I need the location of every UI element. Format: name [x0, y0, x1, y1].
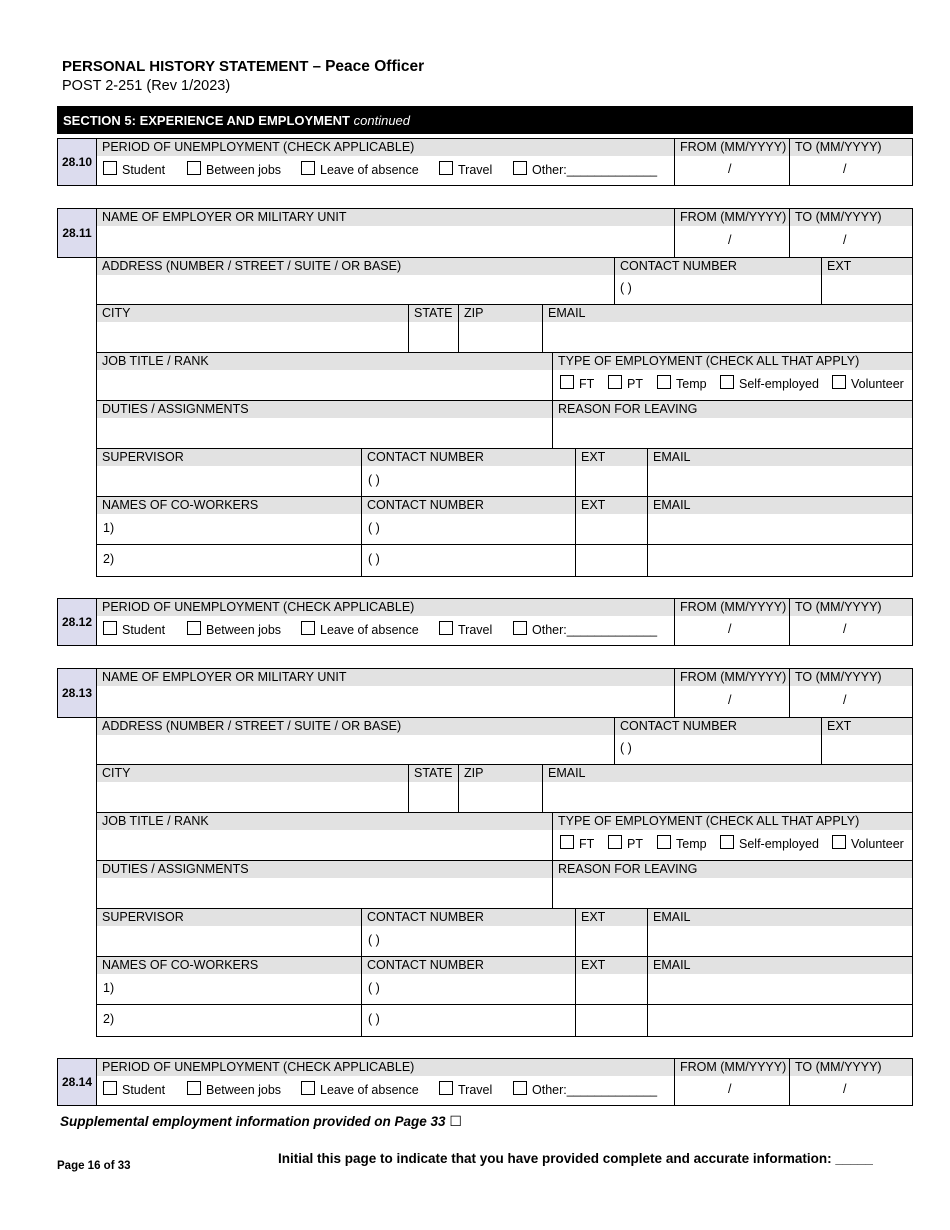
- employment-type-option[interactable]: [560, 375, 594, 391]
- coworker-row-number: 1): [103, 981, 115, 995]
- checkbox-icon[interactable]: [513, 1081, 527, 1095]
- unemployment-option-label: Student: [122, 163, 166, 177]
- job-title-cell-label: JOB TITLE / RANK: [97, 813, 552, 830]
- employment-type-option-label: Volunteer: [851, 837, 904, 851]
- supervisor-phone-cell[interactable]: [361, 448, 576, 497]
- from-date-cell-label: FROM (MM/YYYY): [675, 139, 789, 156]
- unemployment-option-label: Leave of absence: [320, 1083, 419, 1097]
- item-number: 28.10: [57, 138, 97, 186]
- state-cell[interactable]: [408, 304, 459, 353]
- unemployment-option[interactable]: [103, 1081, 165, 1097]
- supervisor-cell[interactable]: [96, 448, 362, 497]
- coworker-1-email-cell[interactable]: [647, 956, 913, 1005]
- supervisor-cell-label: SUPERVISOR: [97, 449, 361, 466]
- employment-type-option-label: Temp: [676, 377, 707, 391]
- employment-type-option[interactable]: [608, 835, 643, 851]
- from-date-cell[interactable]: [674, 138, 790, 186]
- supervisor-cell-label: SUPERVISOR: [97, 909, 361, 926]
- reason-leaving-cell-label: REASON FOR LEAVING: [553, 401, 912, 418]
- employment-type-option[interactable]: [832, 375, 904, 391]
- employment-type-option[interactable]: [560, 835, 594, 851]
- coworker-2-email-cell[interactable]: [647, 1004, 913, 1037]
- zip-cell[interactable]: [458, 764, 543, 813]
- checkbox-icon[interactable]: [187, 1081, 201, 1095]
- to-date-cell-label: TO (MM/YYYY): [790, 669, 912, 686]
- to-slash: /: [843, 233, 847, 247]
- item-number: 28.11: [57, 208, 97, 258]
- checkbox-icon[interactable]: [832, 835, 846, 849]
- coworker-1-email-cell-label: EMAIL: [648, 497, 912, 514]
- unemployment-option[interactable]: [301, 621, 419, 637]
- coworker-row-number: 2): [103, 552, 115, 566]
- employer-name-cell-label: NAME OF EMPLOYER OR MILITARY UNIT: [97, 209, 674, 226]
- form-number: POST 2-251 (Rev 1/2023): [62, 78, 231, 94]
- employment-type-option[interactable]: [832, 835, 904, 851]
- to-date-cell-label: TO (MM/YYYY): [790, 1059, 912, 1076]
- unemployment-option[interactable]: [187, 621, 281, 637]
- supervisor-email-cell[interactable]: [647, 448, 913, 497]
- employment-type-option-label: PT: [627, 837, 643, 851]
- unemployment-option[interactable]: [439, 621, 492, 637]
- unemployment-option-label: Leave of absence: [320, 163, 419, 177]
- employer-ext-cell[interactable]: [821, 257, 913, 305]
- job-title-cell[interactable]: [96, 352, 553, 401]
- unemployment-option[interactable]: [513, 1081, 657, 1097]
- employment-type-option[interactable]: [608, 375, 643, 391]
- checkbox-icon[interactable]: [103, 1081, 117, 1095]
- checkbox-icon[interactable]: [560, 835, 574, 849]
- to-date-cell[interactable]: [789, 208, 913, 258]
- duties-cell[interactable]: [96, 860, 553, 909]
- to-date-cell-label: TO (MM/YYYY): [790, 209, 912, 226]
- from-date-cell[interactable]: [674, 208, 790, 258]
- zip-cell-label: ZIP: [459, 765, 542, 782]
- unemployment-option-label: Between jobs: [206, 1083, 282, 1097]
- supervisor-email-cell-label: EMAIL: [648, 449, 912, 466]
- from-date-cell-label: FROM (MM/YYYY): [675, 1059, 789, 1076]
- checkbox-icon[interactable]: [103, 161, 117, 175]
- address-cell-label: ADDRESS (NUMBER / STREET / SUITE / OR BASE): [97, 718, 614, 735]
- unemployment-options-cell-label: PERIOD OF UNEMPLOYMENT (CHECK APPLICABLE): [97, 1059, 674, 1076]
- coworker-1-ext-cell[interactable]: [575, 956, 648, 1005]
- to-slash: /: [843, 693, 847, 707]
- checkbox-icon[interactable]: [832, 375, 846, 389]
- checkbox-icon[interactable]: [439, 1081, 453, 1095]
- supplemental-checkbox[interactable]: ☐: [449, 1113, 462, 1129]
- duties-cell-label: DUTIES / ASSIGNMENTS: [97, 861, 552, 878]
- unemployment-option[interactable]: [513, 621, 657, 637]
- coworker-1-ext-cell[interactable]: [575, 496, 648, 545]
- zip-cell[interactable]: [458, 304, 543, 353]
- page-number: Page 16 of 33: [57, 1160, 131, 1172]
- state-cell-label: STATE: [409, 305, 458, 322]
- item-number: 28.14: [57, 1058, 97, 1106]
- checkbox-icon[interactable]: [560, 375, 574, 389]
- coworker-1-cell-label: NAMES OF CO-WORKERS: [97, 497, 361, 514]
- employment-type-cell-label: TYPE OF EMPLOYMENT (CHECK ALL THAT APPLY): [553, 353, 912, 370]
- from-date-cell-label: FROM (MM/YYYY): [675, 599, 789, 616]
- supervisor-email-cell[interactable]: [647, 908, 913, 957]
- coworker-1-phone-cell[interactable]: [361, 496, 576, 545]
- employer-name-cell-label: NAME OF EMPLOYER OR MILITARY UNIT: [97, 669, 674, 686]
- to-date-cell[interactable]: [789, 668, 913, 718]
- from-date-cell[interactable]: [674, 598, 790, 646]
- employer-ext-cell-label: EXT: [822, 718, 912, 735]
- unemployment-option-label: Leave of absence: [320, 623, 419, 637]
- to-slash: /: [843, 162, 847, 176]
- duties-cell[interactable]: [96, 400, 553, 449]
- coworker-2-ext-cell[interactable]: [575, 544, 648, 577]
- duties-cell-label: DUTIES / ASSIGNMENTS: [97, 401, 552, 418]
- unemployment-option-label: Student: [122, 1083, 166, 1097]
- unemployment-option[interactable]: [187, 161, 281, 177]
- supervisor-ext-cell-label: EXT: [576, 909, 647, 926]
- checkbox-icon[interactable]: [720, 835, 734, 849]
- unemployment-options-cell-label: PERIOD OF UNEMPLOYMENT (CHECK APPLICABLE): [97, 139, 674, 156]
- initial-line[interactable]: Initial this page to indicate that you have provided complete and accurate information: _____: [278, 1151, 873, 1166]
- item-number: 28.12: [57, 598, 97, 646]
- employer-ext-cell[interactable]: [821, 717, 913, 765]
- reason-leaving-cell-label: REASON FOR LEAVING: [553, 861, 912, 878]
- state-cell-label: STATE: [409, 765, 458, 782]
- employment-type-option-label: FT: [579, 837, 595, 851]
- employment-type-option-label: Temp: [676, 837, 707, 851]
- from-date-cell-label: FROM (MM/YYYY): [675, 209, 789, 226]
- phone-parens: ( ): [620, 281, 632, 295]
- to-date-cell[interactable]: [789, 1058, 913, 1106]
- coworker-2-cell[interactable]: [96, 1004, 362, 1037]
- city-cell-label: CITY: [97, 765, 408, 782]
- checkbox-icon[interactable]: [439, 621, 453, 635]
- job-title-cell-label: JOB TITLE / RANK: [97, 353, 552, 370]
- section-header: SECTION 5: EXPERIENCE AND EMPLOYMENT continued: [57, 106, 913, 134]
- checkbox-icon[interactable]: [439, 161, 453, 175]
- from-date-cell[interactable]: [674, 1058, 790, 1106]
- employment-type-option[interactable]: [657, 835, 707, 851]
- coworker-1-email-cell-label: EMAIL: [648, 957, 912, 974]
- coworker-1-phone-cell-label: CONTACT NUMBER: [362, 497, 575, 514]
- job-title-cell[interactable]: [96, 812, 553, 861]
- zip-cell-label: ZIP: [459, 305, 542, 322]
- address-cell[interactable]: [96, 257, 615, 305]
- unemployment-option[interactable]: [103, 621, 165, 637]
- to-slash: /: [843, 1082, 847, 1096]
- coworker-1-phone-cell[interactable]: [361, 956, 576, 1005]
- unemployment-option[interactable]: [439, 161, 492, 177]
- to-date-cell-label: TO (MM/YYYY): [790, 599, 912, 616]
- unemployment-option-label: Other:_____________: [532, 163, 658, 177]
- supervisor-email-cell-label: EMAIL: [648, 909, 912, 926]
- unemployment-option[interactable]: [301, 1081, 419, 1097]
- employment-type-cell-label: TYPE OF EMPLOYMENT (CHECK ALL THAT APPLY): [553, 813, 912, 830]
- supervisor-ext-cell[interactable]: [575, 448, 648, 497]
- supervisor-ext-cell[interactable]: [575, 908, 648, 957]
- unemployment-options-cell-label: PERIOD OF UNEMPLOYMENT (CHECK APPLICABLE): [97, 599, 674, 616]
- city-cell[interactable]: [96, 764, 409, 813]
- address-cell-label: ADDRESS (NUMBER / STREET / SUITE / OR BASE): [97, 258, 614, 275]
- checkbox-icon[interactable]: [657, 375, 671, 389]
- employment-type-option-label: Self-employed: [739, 377, 819, 391]
- employer-email-cell[interactable]: [542, 764, 913, 813]
- to-date-cell[interactable]: [789, 598, 913, 646]
- state-cell[interactable]: [408, 764, 459, 813]
- coworker-2-phone-cell[interactable]: [361, 1004, 576, 1037]
- coworker-1-phone-cell-label: CONTACT NUMBER: [362, 957, 575, 974]
- coworker-1-ext-cell-label: EXT: [576, 497, 647, 514]
- unemployment-option-label: Other:_____________: [532, 623, 658, 637]
- unemployment-option-label: Between jobs: [206, 623, 282, 637]
- from-slash: /: [728, 693, 732, 707]
- phone-parens: ( ): [368, 521, 380, 535]
- checkbox-icon[interactable]: [301, 621, 315, 635]
- employer-ext-cell-label: EXT: [822, 258, 912, 275]
- checkbox-icon[interactable]: [301, 1081, 315, 1095]
- city-cell[interactable]: [96, 304, 409, 353]
- unemployment-option-label: Travel: [458, 1083, 493, 1097]
- item-number: 28.13: [57, 668, 97, 718]
- employer-phone-cell-label: CONTACT NUMBER: [615, 258, 821, 275]
- reason-leaving-cell[interactable]: [552, 400, 913, 449]
- employer-email-cell[interactable]: [542, 304, 913, 353]
- unemployment-option[interactable]: [103, 161, 165, 177]
- unemployment-option[interactable]: [513, 161, 657, 177]
- unemployment-option[interactable]: [301, 161, 419, 177]
- coworker-1-ext-cell-label: EXT: [576, 957, 647, 974]
- employment-type-option-label: Self-employed: [739, 837, 819, 851]
- from-slash: /: [728, 162, 732, 176]
- from-slash: /: [728, 233, 732, 247]
- employment-type-option-label: PT: [627, 377, 643, 391]
- checkbox-icon[interactable]: [187, 621, 201, 635]
- checkbox-icon[interactable]: [720, 375, 734, 389]
- checkbox-icon[interactable]: [608, 375, 622, 389]
- phone-parens: ( ): [368, 473, 380, 487]
- employment-type-option[interactable]: [657, 375, 707, 391]
- employer-phone-cell-label: CONTACT NUMBER: [615, 718, 821, 735]
- form-title: PERSONAL HISTORY STATEMENT – Peace Officer: [62, 58, 425, 75]
- employer-email-cell-label: EMAIL: [543, 765, 912, 782]
- checkbox-icon[interactable]: [657, 835, 671, 849]
- supervisor-cell[interactable]: [96, 908, 362, 957]
- phone-parens: ( ): [368, 552, 380, 566]
- checkbox-icon[interactable]: [301, 161, 315, 175]
- supervisor-phone-cell-label: CONTACT NUMBER: [362, 909, 575, 926]
- reason-leaving-cell[interactable]: [552, 860, 913, 909]
- unemployment-option[interactable]: [187, 1081, 281, 1097]
- employment-type-option[interactable]: [720, 375, 819, 391]
- supervisor-phone-cell[interactable]: [361, 908, 576, 957]
- coworker-row-number: 2): [103, 1012, 115, 1026]
- employer-phone-cell[interactable]: [614, 717, 822, 765]
- coworker-2-ext-cell[interactable]: [575, 1004, 648, 1037]
- unemployment-option-label: Between jobs: [206, 163, 282, 177]
- phone-parens: ( ): [368, 933, 380, 947]
- address-cell[interactable]: [96, 717, 615, 765]
- coworker-1-cell[interactable]: [96, 496, 362, 545]
- coworker-2-phone-cell[interactable]: [361, 544, 576, 577]
- checkbox-icon[interactable]: [187, 161, 201, 175]
- employer-name-cell[interactable]: [96, 208, 675, 258]
- phone-parens: ( ): [368, 1012, 380, 1026]
- unemployment-option-label: Student: [122, 623, 166, 637]
- employer-email-cell-label: EMAIL: [543, 305, 912, 322]
- from-date-cell[interactable]: [674, 668, 790, 718]
- supervisor-ext-cell-label: EXT: [576, 449, 647, 466]
- checkbox-icon[interactable]: [103, 621, 117, 635]
- city-cell-label: CITY: [97, 305, 408, 322]
- unemployment-option-label: Travel: [458, 163, 493, 177]
- employment-type-option-label: FT: [579, 377, 595, 391]
- coworker-1-cell-label: NAMES OF CO-WORKERS: [97, 957, 361, 974]
- coworker-1-email-cell[interactable]: [647, 496, 913, 545]
- from-date-cell-label: FROM (MM/YYYY): [675, 669, 789, 686]
- employment-type-option-label: Volunteer: [851, 377, 904, 391]
- phone-parens: ( ): [368, 981, 380, 995]
- to-date-cell-label: TO (MM/YYYY): [790, 139, 912, 156]
- checkbox-icon[interactable]: [513, 621, 527, 635]
- unemployment-option-label: Travel: [458, 623, 493, 637]
- unemployment-option-label: Other:_____________: [532, 1083, 658, 1097]
- supplemental-note: Supplemental employment information provided on Page 33 ☐: [60, 1113, 462, 1129]
- to-date-cell[interactable]: [789, 138, 913, 186]
- checkbox-icon[interactable]: [513, 161, 527, 175]
- from-slash: /: [728, 622, 732, 636]
- employment-type-option[interactable]: [720, 835, 819, 851]
- employer-phone-cell[interactable]: [614, 257, 822, 305]
- supervisor-phone-cell-label: CONTACT NUMBER: [362, 449, 575, 466]
- checkbox-icon[interactable]: [608, 835, 622, 849]
- from-slash: /: [728, 1082, 732, 1096]
- coworker-2-email-cell[interactable]: [647, 544, 913, 577]
- coworker-row-number: 1): [103, 521, 115, 535]
- unemployment-option[interactable]: [439, 1081, 492, 1097]
- phone-parens: ( ): [620, 741, 632, 755]
- to-slash: /: [843, 622, 847, 636]
- coworker-1-cell[interactable]: [96, 956, 362, 1005]
- employer-name-cell[interactable]: [96, 668, 675, 718]
- coworker-2-cell[interactable]: [96, 544, 362, 577]
